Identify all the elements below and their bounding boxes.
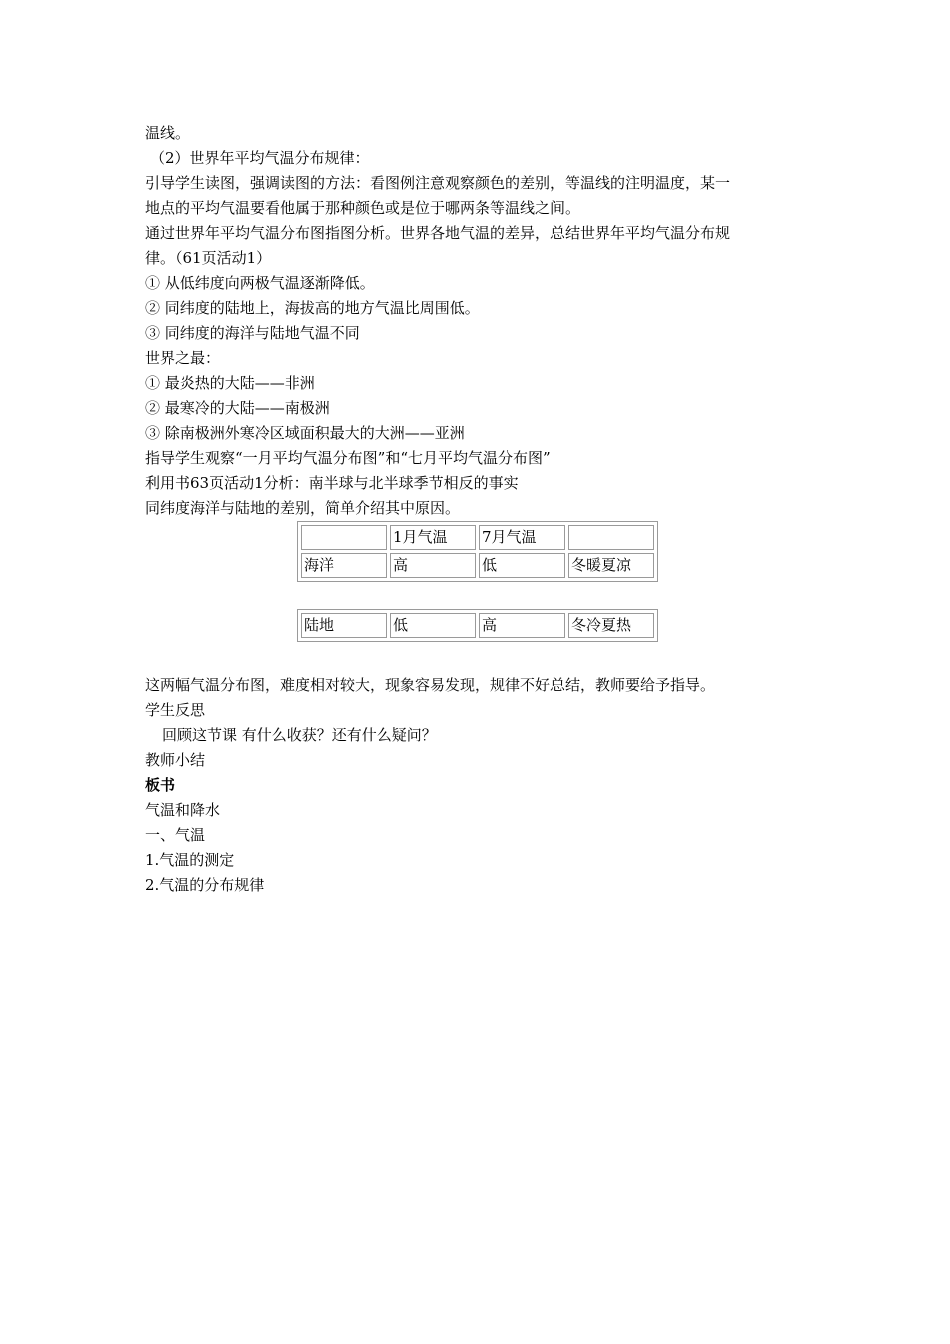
paragraph: 律。（61页活动1） [145,249,272,267]
table-cell: 高 [390,553,476,578]
list-item: ① 从低纬度向两极气温逐渐降低。 [145,274,375,292]
table-cell [301,525,387,550]
table-cell [568,525,654,550]
paragraph: 回顾这节课 有什么收获？还有什么疑问？ [162,726,437,744]
section-heading: 学生反思 [145,701,206,719]
table-row [301,613,654,638]
table-cell: 冬暖夏凉 [568,553,654,578]
comparison-tables [145,521,810,673]
paragraph: 利用书63页活动1分析：南半球与北半球季节相反的事实 [145,474,519,492]
table-row [301,553,654,578]
land-temperature-table [297,609,658,642]
outline-item: 2.气温的分布规律 [145,876,265,894]
table-cell: 1月气温 [390,525,476,550]
list-item: ③ 同纬度的海洋与陆地气温不同 [145,324,360,342]
blackboard-heading: 板书 [145,776,176,794]
section-heading: 教师小结 [145,751,206,769]
outline-item: 一、气温 [145,826,206,844]
paragraph: 通过世界年平均气温分布图指图分析。世界各地气温的差异，总结世界年平均气温分布规 [145,224,731,242]
table-row [301,525,654,550]
table-cell: 海洋 [301,553,387,578]
paragraph: 同纬度海洋与陆地的差别，简单介绍其中原因。 [145,499,461,517]
outline-title: 气温和降水 [145,801,221,819]
section-heading: （2）世界年平均气温分布规律： [150,149,370,167]
outline-item: 1.气温的测定 [145,851,235,869]
table-cell: 冬冷夏热 [568,613,654,638]
paragraph: 引导学生读图，强调读图的方法：看图例注意观察颜色的差别，等温线的注明温度，某一 [145,174,731,192]
ocean-temperature-table [297,521,658,582]
table-cell: 陆地 [301,613,387,638]
list-item: ① 最炎热的大陆——非洲 [145,374,315,392]
list-item: ③ 除南极洲外寒冷区域面积最大的大洲——亚洲 [145,424,465,442]
list-item: ② 同纬度的陆地上，海拔高的地方气温比周围低。 [145,299,480,317]
table-cell: 高 [479,613,565,638]
paragraph: 地点的平均气温要看他属于那种颜色或是位于哪两条等温线之间。 [145,199,581,217]
list-item: ② 最寒冷的大陆——南极洲 [145,399,330,417]
paragraph: 指导学生观察“一月平均气温分布图”和“七月平均气温分布图” [145,449,551,467]
table-cell: 7月气温 [479,525,565,550]
document-body [145,121,810,898]
paragraph: 世界之最： [145,349,221,367]
paragraph: 温线。 [145,124,191,142]
table-cell: 低 [390,613,476,638]
paragraph: 这两幅气温分布图，难度相对较大，现象容易发现，规律不好总结，教师要给予指导。 [145,676,716,694]
table-cell: 低 [479,553,565,578]
